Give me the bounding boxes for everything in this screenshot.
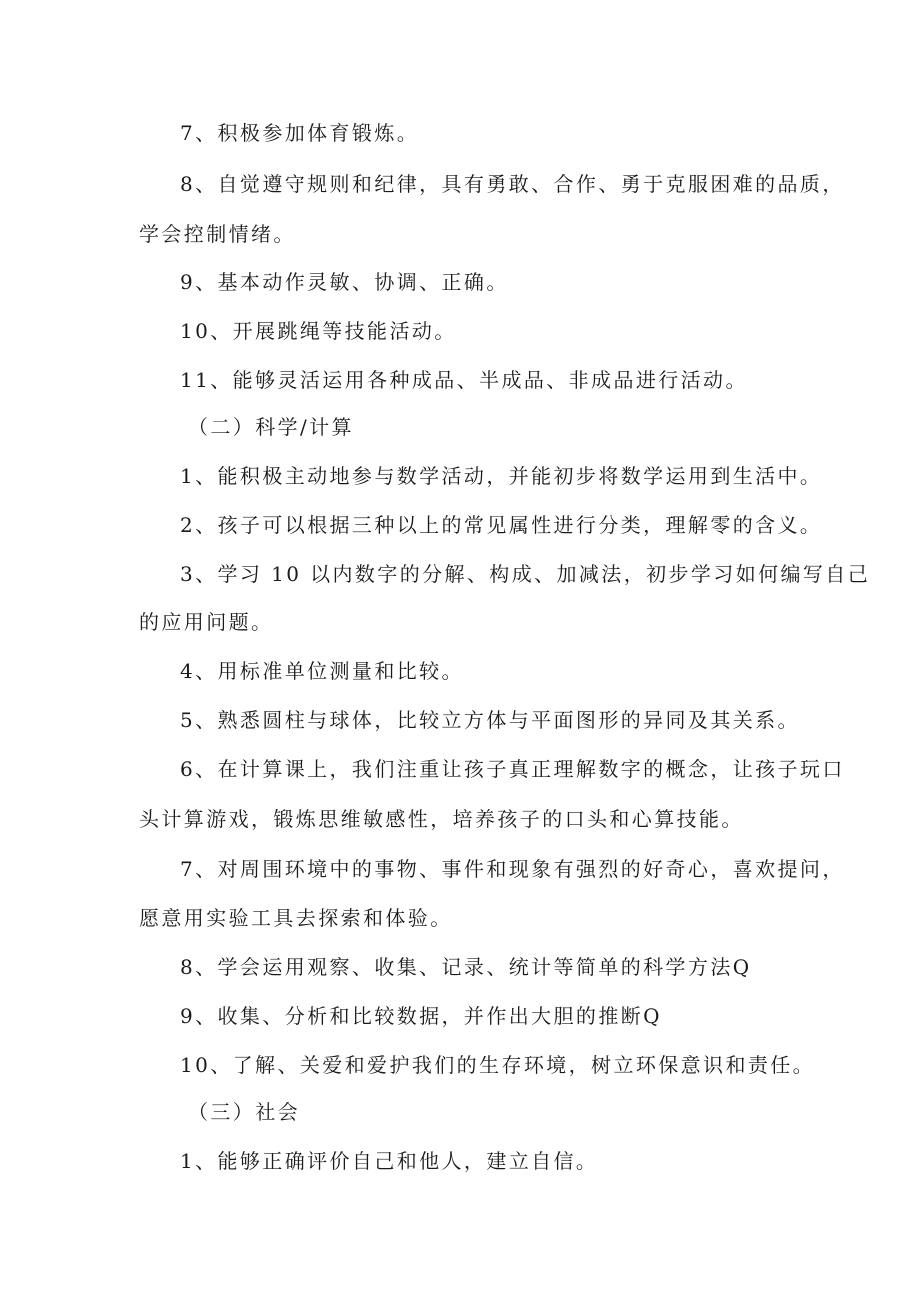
science-item-2: 2、孩子可以根据三种以上的常见属性进行分类，理解零的含义。 [180, 513, 823, 537]
science-item-4: 4、用标准单位测量和比较。 [180, 659, 464, 683]
pe-item-11: 11、能够灵活运用各种成品、半成品、非成品进行活动。 [180, 368, 748, 392]
science-item-9: 9、收集、分析和比较数据，并作出大胆的推断Q [180, 1004, 662, 1028]
pe-item-8-line-1: 8、自觉遵守规则和纪律，具有勇敢、合作、勇于克服困难的品质， [180, 172, 845, 196]
pe-item-10: 10、开展跳绳等技能活动。 [180, 319, 457, 343]
pe-item-8-line-2: 学会控制情绪。 [139, 222, 296, 246]
science-item-5: 5、熟悉圆柱与球体，比较立方体与平面图形的异同及其关系。 [180, 708, 800, 732]
science-item-3-line-2: 的应用问题。 [139, 610, 274, 634]
science-item-6-line-2: 头计算游戏，锻炼思维敏感性，培养孩子的口头和心算技能。 [139, 807, 744, 831]
science-item-10: 10、了解、关爱和爱护我们的生存环境，树立环保意识和责任。 [180, 1053, 816, 1077]
science-item-1: 1、能积极主动地参与数学活动，并能初步将数学运用到生活中。 [180, 464, 823, 488]
social-item-1: 1、能够正确评价自己和他人，建立自信。 [180, 1149, 599, 1173]
science-item-7-line-2: 愿意用实验工具去探索和体验。 [139, 906, 453, 930]
pe-item-7: 7、积极参加体育锻炼。 [180, 121, 420, 145]
science-item-3-line-1: 3、学习 10 以内数字的分解、构成、加减法，初步学习如何编写自己 [180, 562, 871, 586]
science-item-7-line-1: 7、对周围环境中的事物、事件和现象有强烈的好奇心，喜欢提问， [180, 857, 845, 881]
section-heading-science: （二）科学/计算 [188, 415, 354, 439]
science-item-6-line-1: 6、在计算课上，我们注重让孩子真正理解数字的概念，让孩子玩口 [180, 757, 845, 781]
pe-item-9: 9、基本动作灵敏、协调、正确。 [180, 270, 509, 294]
science-item-8: 8、学会运用观察、收集、记录、统计等简单的科学方法Q [180, 955, 752, 979]
section-heading-social: （三）社会 [188, 1100, 300, 1124]
